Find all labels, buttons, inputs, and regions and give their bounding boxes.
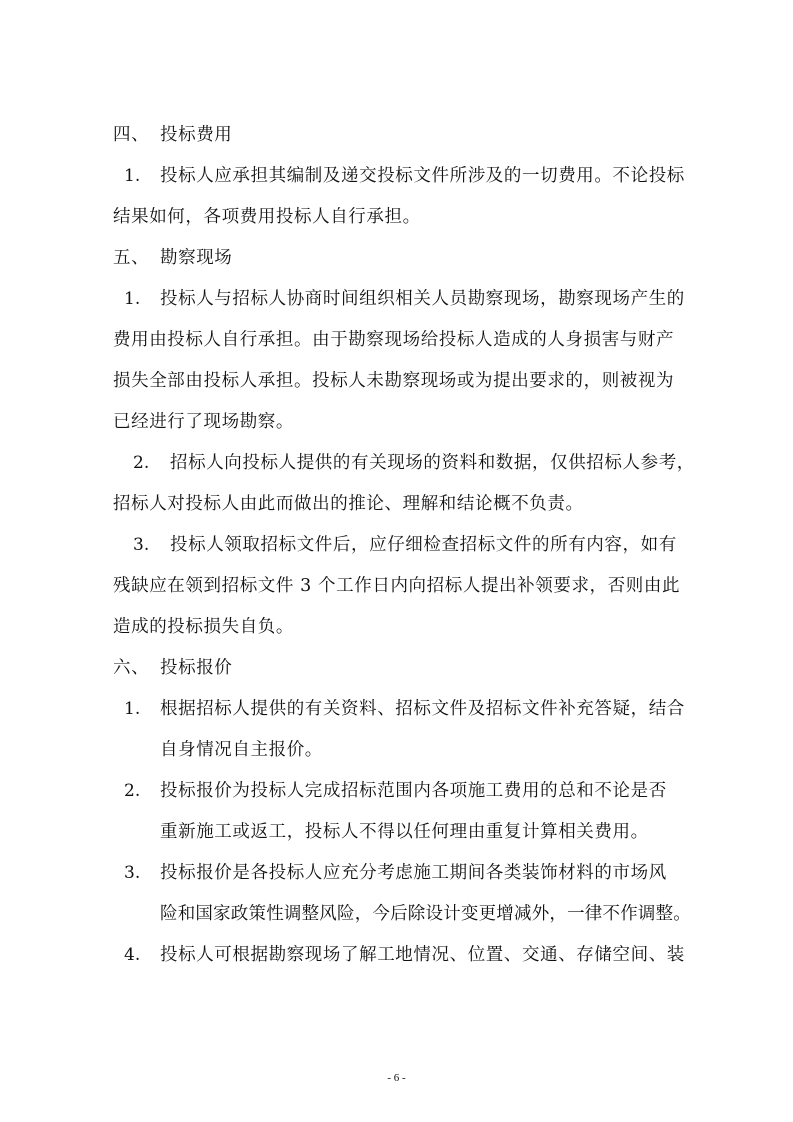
paragraph-line: 投标人可根据勘察现场了解工地情况、位置、交通、存储空间、装 xyxy=(160,945,685,965)
section-heading-number: 六、 xyxy=(113,658,150,678)
page-number: - 6 - xyxy=(387,1072,406,1084)
item-number: 3. xyxy=(124,863,141,883)
paragraph-line: 自身情况自主报价。 xyxy=(160,740,323,760)
paragraph-line: 费用由投标人自行承担。由于勘察现场给投标人造成的人身损害与财产 xyxy=(113,330,675,350)
paragraph-line: 投标报价是各投标人应充分考虑施工期间各类装饰材料的市场风 xyxy=(160,863,667,883)
paragraph-line: 招标人向投标人提供的有关现场的资料和数据，仅供招标人参考， xyxy=(170,453,695,473)
paragraph-line: 投标人与招标人协商时间组织相关人员勘察现场，勘察现场产生的 xyxy=(160,289,685,309)
item-number: 3. xyxy=(133,535,150,555)
paragraph-line: 造成的投标损失自负。 xyxy=(113,617,294,637)
paragraph-line: 险和国家政策性调整风险，今后除设计变更增减外，一律不作调整。 xyxy=(160,904,691,924)
section-heading-title: 勘察现场 xyxy=(160,248,233,268)
item-number: 2. xyxy=(133,453,150,473)
paragraph-line: 投标人应承担其编制及递交投标文件所涉及的一切费用。不论投标 xyxy=(160,166,685,186)
item-number: 4. xyxy=(124,945,141,965)
paragraph-line: 投标报价为投标人完成招标范围内各项施工费用的总和不论是否 xyxy=(160,781,667,801)
item-number: 1. xyxy=(124,699,141,719)
paragraph-line: 损失全部由投标人承担。投标人未勘察现场或为提出要求的，则被视为 xyxy=(113,371,675,391)
section-heading-number: 四、 xyxy=(113,125,150,145)
paragraph-line: 招标人对投标人由此而做出的推论、理解和结论概不负责。 xyxy=(113,494,584,514)
paragraph-line: 根据招标人提供的有关资料、招标文件及招标文件补充答疑，结合 xyxy=(160,699,685,719)
item-number: 1. xyxy=(124,289,141,309)
section-heading-title: 投标费用 xyxy=(160,125,233,145)
paragraph-line: 投标人领取招标文件后，应仔细检查招标文件的所有内容，如有 xyxy=(170,535,677,555)
section-heading-number: 五、 xyxy=(113,248,150,268)
section-heading-title: 投标报价 xyxy=(160,658,233,678)
paragraph-line: 已经进行了现场勘察。 xyxy=(113,412,294,432)
item-number: 2. xyxy=(124,781,141,801)
paragraph-line: 结果如何，各项费用投标人自行承担。 xyxy=(113,207,421,227)
item-number: 1. xyxy=(124,166,141,186)
paragraph-line: 残缺应在领到招标文件 3 个工作日内向招标人提出补领要求，否则由此 xyxy=(113,576,681,596)
paragraph-line: 重新施工或返工，投标人不得以任何理由重复计算相关费用。 xyxy=(160,822,649,842)
